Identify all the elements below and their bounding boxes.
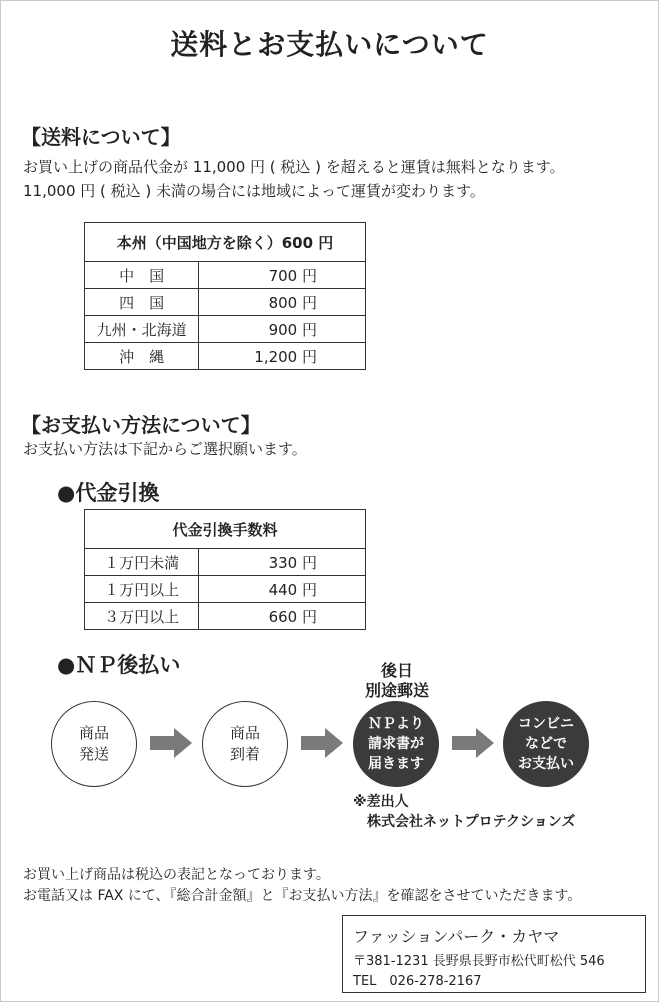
fee-cell: 660 円 <box>199 603 366 630</box>
page-title: 送料とお支払いについて <box>170 28 489 61</box>
later-line-2: 別途郵送 <box>364 681 429 700</box>
table-row <box>85 316 366 343</box>
shop-name: ファッションパーク・カヤマ <box>353 927 560 946</box>
shipping-fee-table <box>84 222 366 370</box>
step-line: ＮＰより <box>368 716 424 732</box>
shop-info-box <box>342 915 646 993</box>
step-line: お支払い <box>518 756 574 772</box>
sender-line-2: 株式会社ネットプロテクションズ <box>367 814 576 830</box>
later-line-1: 後日 <box>380 661 413 680</box>
note-line-1: お買い上げ商品は税込の表記となっております。 <box>23 867 330 883</box>
range-cell: １万円以上 <box>85 576 199 603</box>
step-pay-circle <box>503 701 589 787</box>
step-arrive-circle <box>202 701 288 787</box>
step-line: コンビニ <box>518 716 574 732</box>
step-ship-circle <box>51 701 137 787</box>
arrow-right-icon <box>150 728 192 758</box>
fee-cell: 700 円 <box>199 262 366 289</box>
fee-cell: 800 円 <box>199 289 366 316</box>
fee-cell: 1,200 円 <box>199 343 366 370</box>
region-cell: 四 国 <box>85 289 199 316</box>
cod-fee-table <box>84 509 366 630</box>
range-cell: １万円未満 <box>85 549 199 576</box>
table-row <box>85 289 366 316</box>
step-line: などで <box>525 736 567 752</box>
step-line: 到着 <box>229 745 260 763</box>
shop-tel: TEL 026-278-2167 <box>353 974 482 989</box>
shipping-text-2: 11,000 円 ( 税込 ) 未満の場合には地域によって運賃が変わります。 <box>23 182 485 200</box>
table-row <box>85 262 366 289</box>
table-header-row <box>85 510 366 549</box>
sender-line-1: ※差出人 <box>353 794 409 810</box>
notes <box>23 865 581 907</box>
range-cell: ３万円以上 <box>85 603 199 630</box>
region-cell: 中 国 <box>85 262 199 289</box>
table-row <box>85 343 366 370</box>
arrow-right-icon <box>301 728 343 758</box>
step-invoice-circle <box>353 701 439 787</box>
payment-heading: 【お支払い方法について】 <box>21 413 261 437</box>
table-row <box>85 576 366 603</box>
step-line: 商品 <box>78 724 109 742</box>
region-cell: 九州・北海道 <box>85 316 199 343</box>
table-row <box>85 549 366 576</box>
fee-cell: 900 円 <box>199 316 366 343</box>
shipping-text-1: お買い上げの商品代金が 11,000 円 ( 税込 ) を超えると運賃は無料となります。 <box>23 158 565 176</box>
shipping-heading: 【送料について】 <box>21 125 181 149</box>
cod-table-header: 代金引換手数料 <box>85 510 366 549</box>
np-sender-note <box>353 792 575 832</box>
table-row <box>85 603 366 630</box>
step-line: 商品 <box>229 724 260 742</box>
shop-address: 〒381-1231 長野県長野市松代町松代 546 <box>353 954 605 969</box>
fee-cell: 440 円 <box>199 576 366 603</box>
step-line: 発送 <box>78 745 109 763</box>
cod-title: ●代金引換 <box>57 481 160 505</box>
np-later-label <box>355 661 439 701</box>
step-line: 請求書が <box>368 736 424 752</box>
arrow-right-icon <box>452 728 494 758</box>
table-header-row <box>85 223 366 262</box>
fee-cell: 330 円 <box>199 549 366 576</box>
payment-intro: お支払い方法は下記からご選択願います。 <box>23 440 307 458</box>
shipping-table-header: 本州（中国地方を除く）600 円 <box>85 223 366 262</box>
np-title: ●ＮＰ後払い <box>57 653 181 677</box>
note-line-2: お電話又は FAX にて、『総合計金額』と『お支払い方法』を確認をさせていただきます。 <box>23 888 582 904</box>
region-cell: 沖 縄 <box>85 343 199 370</box>
step-line: 届きます <box>368 756 424 772</box>
